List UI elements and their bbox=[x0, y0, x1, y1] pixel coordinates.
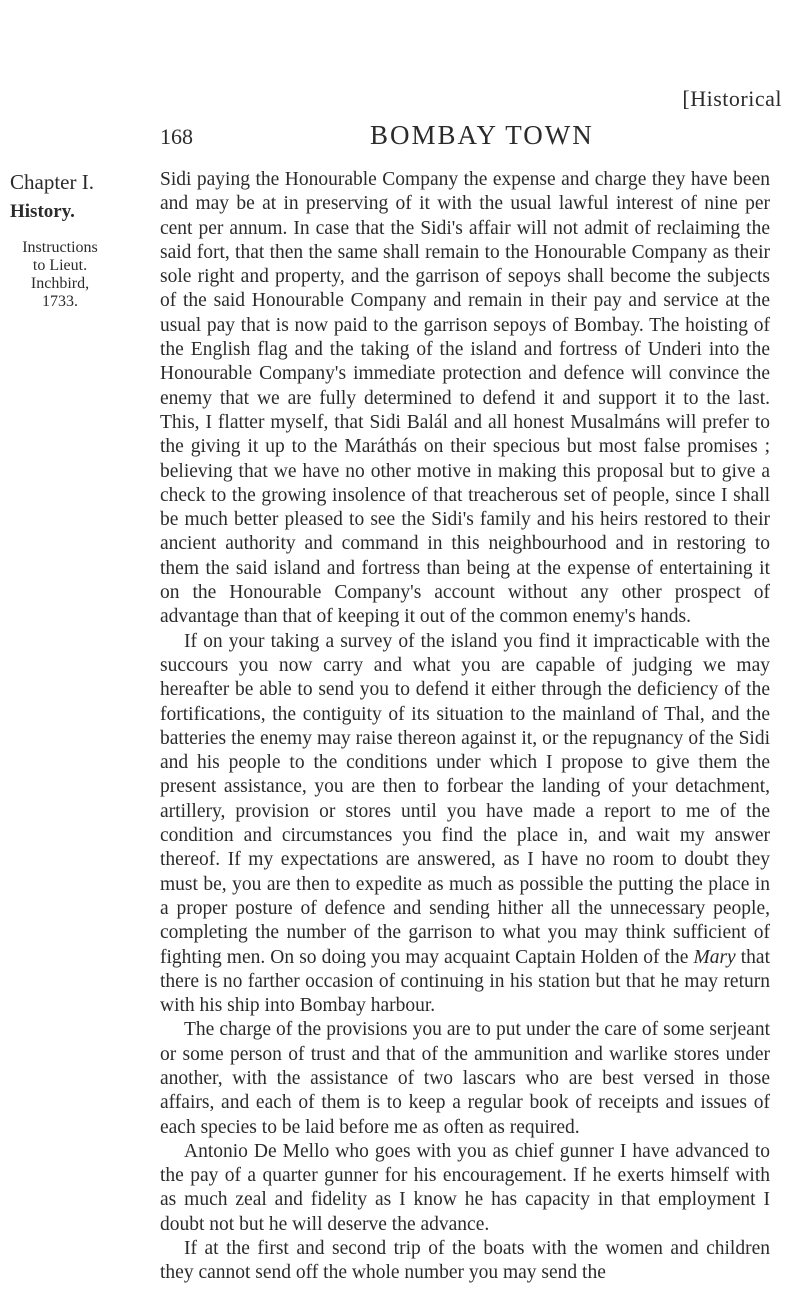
page-number: 168 bbox=[160, 124, 193, 149]
paragraph: Antonio De Mello who goes with you as chief gunner I have advanced to the pay of a quarter gunner for his encouragement. If he exerts himself with as much zeal and fidelity as I know he has capacity in that employment I doubt not but he will deserve the advance. bbox=[160, 1140, 770, 1235]
margin-notes bbox=[10, 170, 105, 311]
chapter-label: Chapter I. bbox=[10, 170, 94, 194]
body-text bbox=[160, 168, 770, 1286]
running-title: BOMBAY TOWN bbox=[370, 120, 594, 150]
note-line: Inchbird, bbox=[30, 275, 90, 292]
note-line: to Lieut. bbox=[32, 257, 88, 274]
section-header: [Historical bbox=[682, 86, 782, 111]
paragraph-text: that there is no farther occasion of continuing in his station but that he may return with his ship into Bombay harbour. bbox=[160, 946, 771, 1017]
paragraph: The charge of the provisions you are to put under the care of some serjeant or some person of trust and that of the ammunition and warlike stores under another, with the assistance of two lascars who are best versed in those affairs, and each of them is to keep a regular book of receipts and issues of each species to be laid before me as often as required. bbox=[160, 1019, 770, 1138]
paragraph: Sidi paying the Honourable Company the expense and charge they have been and may be at in preserving of it with the usual lawful interest of nine per cent per annum. In case that the Sidi's affair will not admit of reclaiming the said fort, that then the same shall remain to the Honourable Company as their sole right and property, and the garrison of sepoys shall become the subjects of the said Honourable Company and remain in their pay and service at the usual pay that is now paid to the garrison sepoys of Bombay. The hoisting of the English flag and the taking of the island and fortress of Underi into the Honourable Company's immediate protection and defence will convince the enemy that we are fully determined to defend it and support it to the last. This, I flatter myself, that Sidi Balál and all honest Musalmáns will prefer to the giving it up to the Maráthás on their specious but most false promises ; believing that we have no other motive in making this proposal but to give a check to the growing insolence of that treacherous set of people, since I shall be much better pleased to see the Sidi's family and his heirs restored to their ancient authority and command in this neighbourhood and in restoring to them the said island and fortress than being at the expense of entertaining it on the Honourable Company's account without any other prospect of advantage than that of keeping it out of the common enemy's hands. bbox=[160, 169, 770, 628]
paragraph bbox=[160, 630, 770, 1019]
note-line: Instructions bbox=[22, 239, 98, 256]
ship-name: Mary bbox=[693, 946, 736, 968]
instructions-note bbox=[10, 239, 110, 311]
note-line: 1733. bbox=[42, 293, 78, 310]
paragraph: If at the first and second trip of the boats with the women and children they cannot send off the whole number you may send the bbox=[160, 1238, 770, 1284]
history-label: History. bbox=[10, 201, 75, 222]
paragraph-text: If on your taking a survey of the island you find it impracticable with the succours you now carry and what you are capable of judging we may hereafter be able to send you to defend it either through the deficiency of the fortifications, the contiguity of its situation to the mainland of Thal, and the batteries the enemy may raise thereon against it, or the repugnancy of the Sidi and his people to the conditions under which I propose to give them the present assistance, you are then to forbear the landing of your detachment, artillery, provision or stores until you have made a report to me of the condition and circumstances you find the place in, and wait my answer thereof. If my expectations are answered, as I have no room to doubt they must be, you are then to expedite as much as possible the putting the place in a proper posture of defence and sending hither all the unnecessary people, completing the number of the garrison to what you may think sufficient of fighting men. On so doing you may acquaint Captain Holden of the bbox=[160, 630, 770, 968]
